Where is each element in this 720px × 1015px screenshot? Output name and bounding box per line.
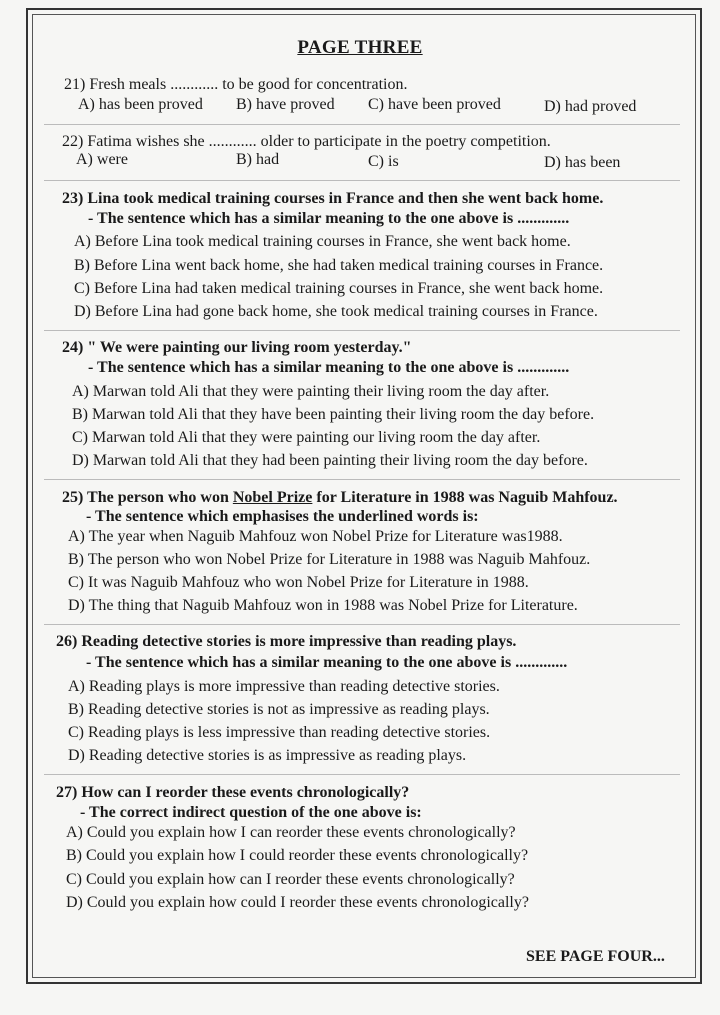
question-27-instruction: - The correct indirect question of the one above is: (80, 804, 422, 821)
question-26-instruction: - The sentence which has a similar meaning to the one above is ............. (86, 654, 568, 671)
question-27-stem: 27) How can I reorder these events chronologically? (56, 784, 410, 801)
question-26-option-d: D) Reading detective stories is as impressive as reading plays. (68, 747, 467, 764)
question-25-stem-end: for Literature in 1988 was Naguib Mahfouz. (312, 489, 618, 506)
question-24-instruction: - The sentence which has a similar meaning to the one above is ............. (88, 359, 570, 376)
separator (44, 124, 680, 125)
question-23-instruction: - The sentence which has a similar meaning to the one above is ............. (88, 210, 570, 227)
question-24-stem: 24) " We were painting our living room yesterday." (62, 339, 412, 356)
question-27-option-b: B) Could you explain how I could reorder these events chronologically? (66, 847, 529, 864)
separator (44, 624, 680, 625)
question-22-option-d: D) has been (544, 154, 621, 171)
question-21-stem: 21) Fresh meals ............ to be good for concentration. (64, 76, 408, 93)
question-26-option-c: C) Reading plays is less impressive than reading detective stories. (68, 724, 491, 741)
question-23-option-c: C) Before Lina had taken medical training courses in France, she went back home. (74, 280, 604, 297)
question-26-stem: 26) Reading detective stories is more impressive than reading plays. (56, 633, 517, 650)
question-27-option-c: C) Could you explain how can I reorder these events chronologically? (66, 871, 515, 888)
separator (44, 774, 680, 775)
underlined-words: Nobel Prize (232, 489, 313, 506)
question-26-option-a: A) Reading plays is more impressive than reading detective stories. (68, 678, 500, 695)
page-title: PAGE THREE (297, 37, 423, 58)
question-25-instruction: - The sentence which emphasises the underlined words is: (86, 508, 479, 525)
question-22-option-b: B) had (236, 151, 280, 168)
question-25-option-a: A) The year when Naguib Mahfouz won Nobel Prize for Literature was1988. (68, 528, 563, 545)
separator (44, 479, 680, 480)
question-23-option-d: D) Before Lina had gone back home, she took medical training courses in France. (74, 303, 598, 320)
question-21-option-c: C) have been proved (368, 96, 501, 113)
question-22-option-a: A) were (76, 151, 128, 168)
question-25-stem (62, 488, 618, 508)
question-22-option-c: C) is (368, 153, 399, 170)
question-23-option-a: A) Before Lina took medical training courses in France, she went back home. (74, 233, 571, 250)
separator (44, 330, 680, 331)
question-24-option-c: C) Marwan told Ali that they were painting our living room the day after. (72, 429, 541, 446)
separator (44, 180, 680, 181)
question-24-option-a: A) Marwan told Ali that they were painting their living room the day after. (72, 383, 550, 400)
question-21-option-a: A) has been proved (78, 96, 203, 113)
question-26-option-b: B) Reading detective stories is not as impressive as reading plays. (68, 701, 490, 718)
question-25-option-b: B) The person who won Nobel Prize for Literature in 1988 was Naguib Mahfouz. (68, 551, 591, 568)
question-21-option-d: D) had proved (544, 98, 637, 115)
question-23-option-b: B) Before Lina went back home, she had taken medical training courses in France. (74, 257, 604, 274)
question-21-option-b: B) have proved (236, 96, 335, 113)
question-24-option-d: D) Marwan told Ali that they had been painting their living room the day before. (72, 452, 588, 469)
footer-next-page: SEE PAGE FOUR... (526, 948, 665, 965)
question-27-option-d: D) Could you explain how could I reorder these events chronologically? (66, 894, 529, 911)
question-25-stem-start: 25) The person who won (62, 489, 233, 506)
question-25-option-c: C) It was Naguib Mahfouz who won Nobel Prize for Literature in 1988. (68, 574, 529, 591)
question-22-stem: 22) Fatima wishes she ............ older to participate in the poetry competition. (62, 133, 551, 150)
question-25-option-d: D) The thing that Naguib Mahfouz won in 1988 was Nobel Prize for Literature. (68, 597, 578, 614)
question-23-stem: 23) Lina took medical training courses in France and then she went back home. (62, 190, 604, 207)
question-27-option-a: A) Could you explain how I can reorder these events chronologically? (66, 824, 516, 841)
question-24-option-b: B) Marwan told Ali that they have been painting their living room the day before. (72, 406, 595, 423)
